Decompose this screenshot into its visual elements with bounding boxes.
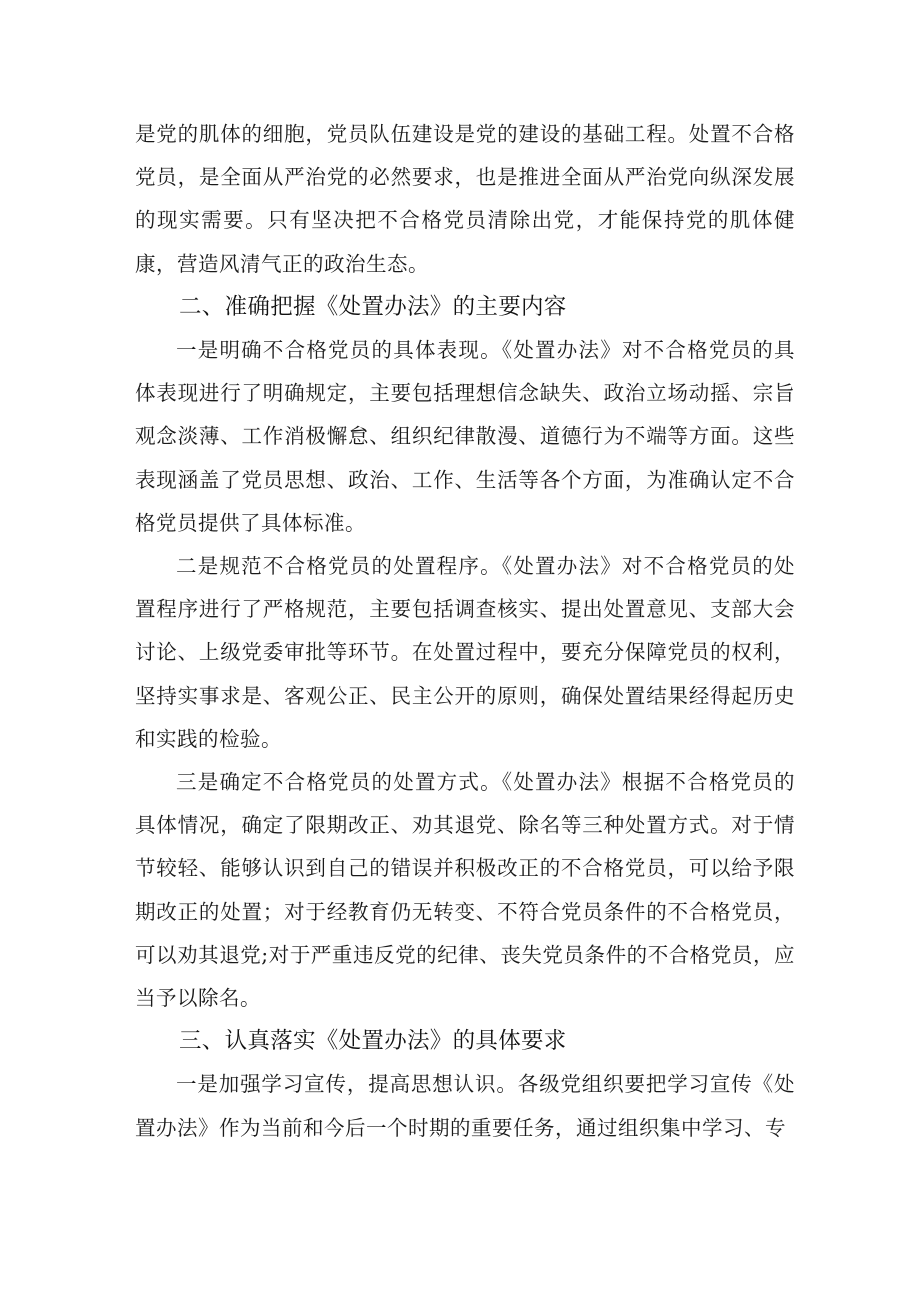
section-2-paragraph-1: 一是明确不合格党员的具体表现。《处置办法》对不合格党员的具体表现进行了明确规定，主要包括理想信念缺失、政治立场动摇、宗旨观念淡薄、工作消极懈怠、组织纪律散漫、道德行为不端等方面。这些表现涵盖了党员思想、政治、工作、生活等各个方面，为准确认定不合格党员提供了具体标准。 bbox=[135, 338, 795, 535]
document-body bbox=[135, 113, 795, 1150]
section-2-paragraph-2: 二是规范不合格党员的处置程序。《处置办法》对不合格党员的处置程序进行了严格规范，主要包括调查核实、提出处置意见、支部大会讨论、上级党委审批等环节。在处置过程中，要充分保障党员的权利，坚持实事求是、客观公正、民主公开的原则，确保处置结果经得起历史和实践的检验。 bbox=[135, 554, 795, 751]
section-heading-2: 二、准确把握《处置办法》的主要内容 bbox=[179, 293, 567, 320]
section-2-paragraph-3: 三是确定不合格党员的处置方式。《处置办法》根据不合格党员的具体情况，确定了限期改正、劝其退党、除名等三种处置方式。对于情节较轻、能够认识到自己的错误并积极改正的不合格党员，可以给予限期改正的处置；对于经教育仍无转变、不符合党员条件的不合格党员，可以劝其退党;对于严重违反党的纪律、丧失党员条件的不合格党员，应当予以除名。 bbox=[135, 770, 795, 1011]
paragraph-intro: 是党的肌体的细胞，党员队伍建设是党的建设的基础工程。处置不合格党员，是全面从严治党的必然要求，也是推进全面从严治党向纵深发展的现实需要。只有坚决把不合格党员清除出党，才能保持党的肌体健康，营造风清气正的政治生态。 bbox=[135, 122, 795, 276]
section-3-paragraph-1: 一是加强学习宣传，提高思想认识。各级党组织要把学习宣传《处置办法》作为当前和今后一个时期的重要任务，通过组织集中学习、专 bbox=[135, 1072, 795, 1140]
section-heading-3: 三、认真落实《处置办法》的具体要求 bbox=[179, 1028, 567, 1055]
